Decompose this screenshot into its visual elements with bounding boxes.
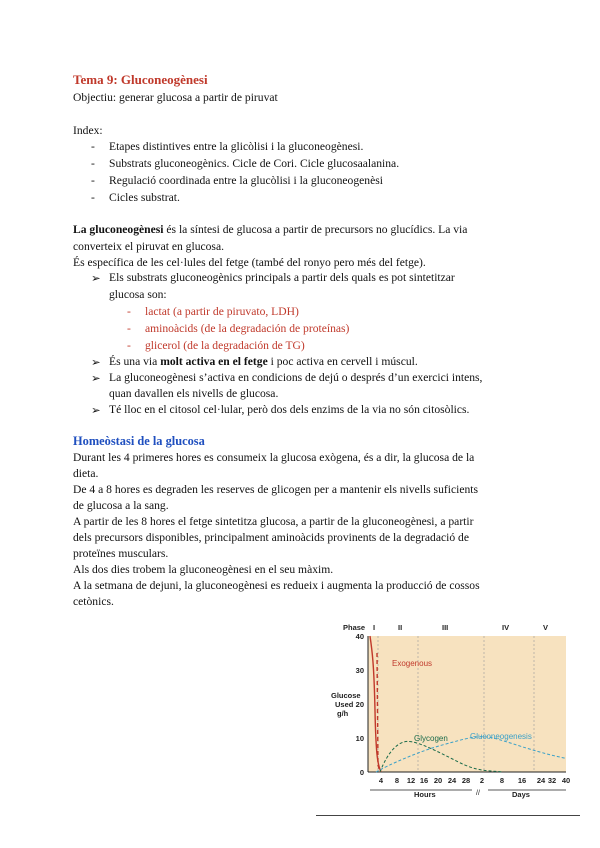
index-dash: - (91, 191, 95, 204)
x-tick-label: 2 (479, 776, 485, 785)
x-tick-label: 12 (406, 776, 416, 785)
index-item: Regulació coordinada entre la glucòlisi i la gluconeogenèsi (109, 174, 383, 187)
x-tick-label: 4 (378, 776, 384, 785)
substrates-intro-cont: glucosa son: (109, 288, 167, 301)
definition-line-1: La gluconeogènesi és la síntesi de glucosa a partir de precursors no glucídics. La via (73, 223, 468, 236)
section-title: Homeòstasi de la glucosa (73, 434, 205, 448)
definition-term: La gluconeogènesi (73, 223, 164, 236)
substrate-item: aminoàcids (de la degradación de proteínas) (145, 322, 350, 335)
index-item: Etapes distintives entre la glicòlisi i la gluconeogènesi. (109, 140, 364, 153)
arrow-bullet-icon: ➢ (91, 356, 101, 369)
y-axis-label: g/h (337, 709, 349, 718)
series-label-gluconeogenesis: Gluconeogenesis (470, 732, 532, 741)
axis-break-mark: // (476, 790, 480, 797)
y-tick-label: 40 (355, 632, 364, 641)
phase-tick: I (373, 623, 376, 632)
y-axis-label: Glucose (331, 691, 361, 700)
glucose-chart (318, 616, 580, 806)
x-tick-label: 16 (517, 776, 527, 785)
y-tick-label: 10 (355, 734, 364, 743)
y-axis-label: Used (335, 700, 354, 709)
y-tick-label: 30 (355, 666, 364, 675)
x-tick-label: 8 (394, 776, 400, 785)
y-tick-label: 20 (355, 700, 364, 709)
paragraph-line: de glucosa a la sang. (73, 499, 169, 512)
substrate-item: glicerol (de la degradación de TG) (145, 339, 305, 352)
substrate-dash: - (127, 322, 131, 335)
bullet-location: Té lloc en el citosol cel·lular, però dos dels enzims de la via no són citosòlics. (109, 403, 470, 416)
paragraph-line: A partir de les 8 hores el fetge sintetitza glucosa, a partir de la gluconeogènesi, a partir (73, 515, 474, 528)
chart-background (368, 636, 566, 772)
index-item: Substrats gluconeogènics. Cicle de Cori. Cicle glucosaalanina. (109, 157, 400, 170)
y-ticks (356, 632, 364, 777)
index-item: Cicles substrat. (109, 191, 180, 204)
series-label-exogenous: Exogenous (392, 659, 433, 668)
arrow-bullet-icon: ➢ (91, 272, 101, 285)
substrate-dash: - (127, 339, 131, 352)
bullet-liver: És una via molt activa en el fetge i poc activa en cervell i múscul. (109, 355, 418, 368)
arrow-bullet-icon: ➢ (91, 404, 101, 417)
paragraph-line: dieta. (73, 467, 99, 480)
x-axis-label-hours: Hours (414, 790, 436, 799)
x-ticks (379, 776, 570, 785)
phase-tick: II (398, 623, 403, 632)
paragraph-line: Als dos dies trobem la gluconeogènesi en el seu màxim. (73, 563, 334, 576)
objective: Objectiu: generar glucosa a partir de piruvat (73, 91, 278, 104)
paragraph-line: proteïnes musculars. (73, 547, 169, 560)
substrate-item: lactat (a partir de piruvato, LDH) (145, 305, 299, 318)
x-tick-label: 8 (499, 776, 505, 785)
bullet-activation-cont: quan davallen els nivells de glucosa. (109, 387, 279, 400)
paragraph-line: Durant les 4 primeres hores es consumeix la glucosa exògena, és a dir, la glucosa de la (73, 451, 475, 464)
chart-underline (316, 815, 580, 816)
specificity: És específica de les cel·lules del fetge (també del ronyo pero més del fetge). (73, 256, 426, 269)
phase-tick: IV (502, 623, 510, 632)
index-label: Index: (73, 124, 103, 137)
paragraph-line: dels precursors disponibles, principalment aminoàcids provinents de la degradació de (73, 531, 470, 544)
index-dash: - (91, 157, 95, 170)
substrate-dash: - (127, 305, 131, 318)
y-tick-label: 0 (359, 768, 364, 777)
paragraph-line: De 4 a 8 hores es degraden les reserves de glicogen per a mantenir els nivells suficients (73, 483, 478, 496)
index-dash: - (91, 174, 95, 187)
phase-tick: III (442, 623, 449, 632)
x-tick-label: 24 (447, 776, 457, 785)
phase-tick: V (543, 623, 549, 632)
x-axis-label-days: Days (512, 790, 530, 799)
series-label-glycogen: Glycogen (414, 734, 448, 743)
x-tick-label: 16 (419, 776, 429, 785)
page-title: Tema 9: Gluconeogènesi (73, 72, 208, 87)
x-tick-label: 20 (433, 776, 443, 785)
phase-label: Phase (343, 623, 366, 632)
definition-line-2: converteix el piruvat en glucosa. (73, 240, 224, 253)
bullet-activation: La gluconeogènesi s’activa en condicions de dejú o després d’un exercici intens, (109, 371, 483, 384)
paragraph-line: cetònics. (73, 595, 114, 608)
x-tick-label: 32 (547, 776, 557, 785)
x-tick-label: 28 (461, 776, 471, 785)
x-tick-label: 24 (536, 776, 546, 785)
paragraph-line: A la setmana de dejuni, la gluconeogènesi es redueix i augmenta la producció de cossos (73, 579, 480, 592)
substrates-intro: Els substrats gluconeogènics principals a partir dels quals es pot sintetitzar (109, 271, 455, 284)
index-dash: - (91, 140, 95, 153)
x-tick-label: 40 (561, 776, 571, 785)
arrow-bullet-icon: ➢ (91, 372, 101, 385)
